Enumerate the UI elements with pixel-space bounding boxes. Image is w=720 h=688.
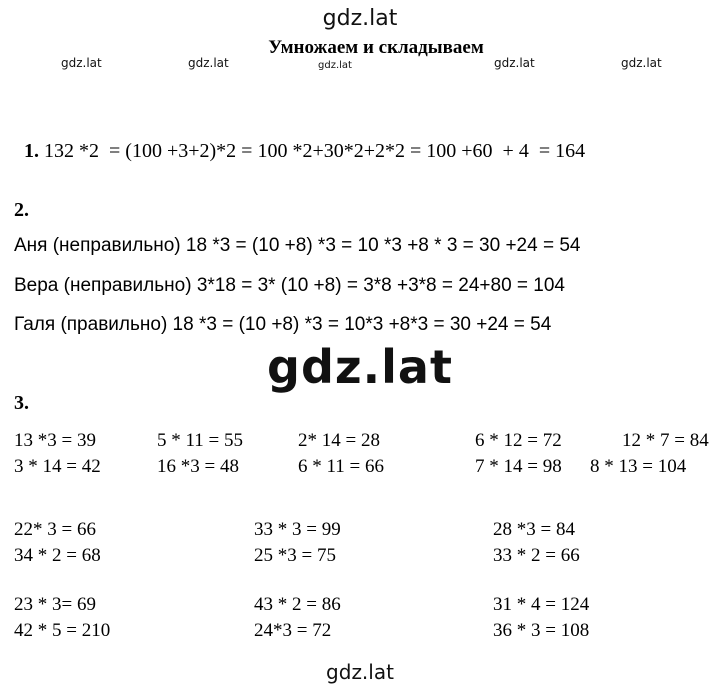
watermark-small: gdz.lat [188,56,229,70]
equation: 3 * 14 = 42 [14,456,101,477]
watermark-small: gdz.lat [621,56,662,70]
task-2-line: Галя (правильно) 18 *3 = (10 +8) *3 = 10*3 +8*3 = 30 +24 = 54 [14,314,552,335]
equation: 23 * 3= 69 [14,594,96,615]
watermark-small: gdz.lat [494,56,535,70]
task-1 [14,117,585,163]
equation: 22* 3 = 66 [14,519,96,540]
equation: 8 * 13 = 104 [590,456,687,477]
equation: 13 *3 = 39 [14,430,96,451]
equation: 33 * 2 = 66 [493,545,580,566]
watermark-bottom: gdz.lat [326,660,394,684]
equation: 16 *3 = 48 [157,456,239,477]
equation: 25 *3 = 75 [254,545,336,566]
watermark-big: gdz.lat [267,340,453,394]
equation: 7 * 14 = 98 [475,456,562,477]
watermark-top: gdz.lat [322,6,398,31]
task-2-line: Вера (неправильно) 3*18 = 3* (10 +8) = 3*8 +3*8 = 24+80 = 104 [14,275,565,296]
page-title: Умножаем и складываем [268,37,484,58]
task-2-line: Аня (неправильно) 18 *3 = (10 +8) *3 = 10 *3 +8 * 3 = 30 +24 = 54 [14,235,581,256]
equation: 24*3 = 72 [254,620,332,641]
task-number: 1. [24,140,39,162]
task-number: 2. [14,199,29,221]
watermark-small: gdz.lat [318,60,352,71]
equation: 6 * 12 = 72 [475,430,562,451]
equation: 31 * 4 = 124 [493,594,590,615]
task-2-number [14,199,29,222]
equation: 6 * 11 = 66 [298,456,385,477]
equation: 28 *3 = 84 [493,519,575,540]
equation: 34 * 2 = 68 [14,545,101,566]
equation: 36 * 3 = 108 [493,620,590,641]
task-1-text: 132 *2 = (100 +3+2)*2 = 100 *2+30*2+2*2 = 100 +60 + 4 = 164 [39,140,586,162]
equation: 42 * 5 = 210 [14,620,111,641]
task-number: 3. [14,392,29,414]
equation: 12 * 7 = 84 [622,430,709,451]
equation: 43 * 2 = 86 [254,594,341,615]
equation: 2* 14 = 28 [298,430,380,451]
task-3-number [14,392,29,415]
equation: 5 * 11 = 55 [157,430,244,451]
watermark-small: gdz.lat [61,56,102,70]
equation: 33 * 3 = 99 [254,519,341,540]
